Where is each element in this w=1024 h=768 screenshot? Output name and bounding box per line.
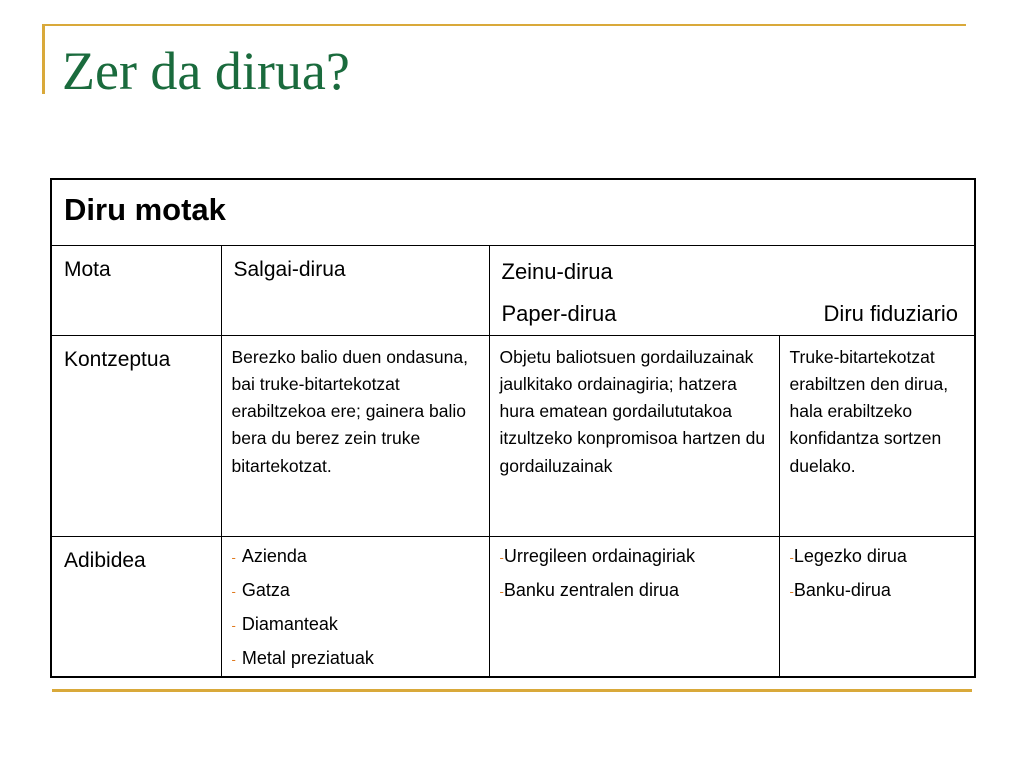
table-heading: Diru motak <box>51 179 975 245</box>
dash-bullet: - <box>231 651 236 667</box>
list-item: - Azienda <box>231 545 307 566</box>
list-item: -Banku zentralen dirua <box>499 579 679 600</box>
table-row-mota <box>51 245 975 335</box>
dash-bullet: - <box>789 549 794 565</box>
zeinu-subtypes <box>502 300 967 328</box>
money-types-table <box>50 178 976 678</box>
kontzeptua-paper-dirua: Objetu baliotsuen gordailuzainak jaulkitako ordainagiria; hatzera hura ematean gordailututakoa itzultzeko konpromisoa hartzen du gordailuzainak <box>489 335 779 536</box>
table-row-kontzeptua <box>51 335 975 536</box>
dash-bullet: - <box>231 583 236 599</box>
row-label-adibidea: Adibidea <box>51 536 221 677</box>
row-label-mota: Mota <box>51 245 221 335</box>
dash-bullet: - <box>789 583 794 599</box>
adibidea-diru-fiduziario <box>779 536 975 677</box>
table-row-adibidea <box>51 536 975 677</box>
adibidea-paper-dirua <box>489 536 779 677</box>
header-zeinu-dirua-cell <box>489 245 975 335</box>
dash-bullet: - <box>499 583 504 599</box>
header-diru-fiduziario: Diru fiduziario <box>823 300 959 326</box>
example-list-fiduziario <box>790 540 967 608</box>
accent-line-top <box>42 24 966 26</box>
list-item: - Metal preziatuak <box>231 647 374 668</box>
header-salgai-dirua: Salgai-dirua <box>221 245 489 335</box>
example-list-salgai <box>232 540 481 676</box>
header-zeinu-dirua: Zeinu-dirua <box>501 258 613 284</box>
list-item: -Urregileen ordainagiriak <box>499 545 695 566</box>
table-heading-row <box>51 179 975 245</box>
dash-bullet: - <box>231 617 236 633</box>
list-item: -Banku-dirua <box>789 579 891 600</box>
header-paper-dirua: Paper-dirua <box>501 300 617 326</box>
list-item: -Legezko dirua <box>789 545 907 566</box>
adibidea-salgai-dirua <box>221 536 489 677</box>
accent-line-left <box>42 24 45 94</box>
example-list-paper <box>500 540 771 608</box>
dash-bullet: - <box>231 549 236 565</box>
kontzeptua-diru-fiduziario: Truke-bitartekotzat erabiltzen den dirua, hala erabiltzeko konfidantza sortzen duelako. <box>779 335 975 536</box>
slide-title: Zer da dirua? <box>62 41 350 101</box>
kontzeptua-salgai-dirua: Berezko balio duen ondasuna, bai truke-bitartekotzat erabiltzekoa ere; gainera balio bera du berez zein truke bitartekotzat. <box>221 335 489 536</box>
list-item: - Gatza <box>231 579 290 600</box>
row-label-kontzeptua: Kontzeptua <box>51 335 221 536</box>
accent-line-bottom <box>52 689 972 692</box>
dash-bullet: - <box>499 549 504 565</box>
list-item: - Diamanteak <box>231 613 338 634</box>
